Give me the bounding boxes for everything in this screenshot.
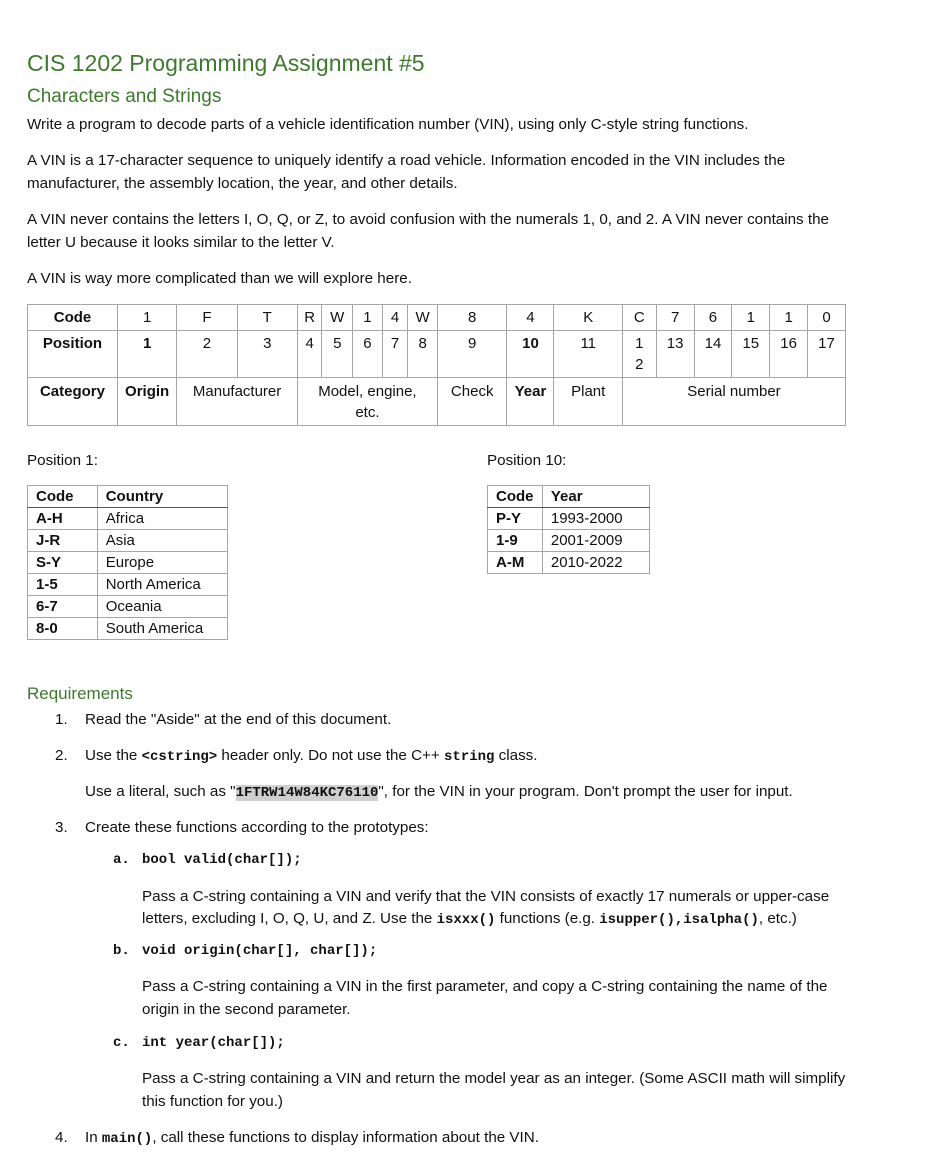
category-serial-number: Serial number xyxy=(622,378,845,426)
origin-code: A-H xyxy=(28,508,98,530)
origin-table xyxy=(27,485,228,640)
vin-table xyxy=(27,304,846,426)
req-2-number: 2. xyxy=(55,747,68,764)
vin-letters-line-2: letter U because it looks similar to the letter V. xyxy=(27,234,335,251)
vin-position-cell: 5 xyxy=(322,331,353,378)
vin-position-row xyxy=(28,331,846,378)
vin-letters-line-1: A VIN never contains the letters I, O, Q, or Z, to avoid confusion with the numerals 1, 0, and 2. A VIN never contains the xyxy=(27,211,829,228)
vin-code-row xyxy=(28,305,846,331)
origin-country: Europe xyxy=(97,552,227,574)
origin-code: 6-7 xyxy=(28,596,98,618)
year-range: 1993-2000 xyxy=(542,508,649,530)
vin-position-cell: 9 xyxy=(437,331,507,378)
year-header-year: Year xyxy=(542,486,649,508)
vin-description-line-2: manufacturer, the assembly location, the year, and other details. xyxy=(27,175,458,192)
vin-position-cell: 13 xyxy=(656,331,694,378)
table-row xyxy=(488,508,650,530)
code-label: Code xyxy=(28,305,118,331)
req-4-text xyxy=(85,1126,539,1151)
req-2-text xyxy=(85,744,538,769)
vin-position-cell: 2 xyxy=(177,331,237,378)
vin-code-cell: 4 xyxy=(507,305,554,331)
category-model xyxy=(297,378,437,426)
vin-code-cell: F xyxy=(177,305,237,331)
vin-position-cell: 16 xyxy=(770,331,808,378)
origin-header-country: Country xyxy=(97,486,227,508)
vin-position-cell: 17 xyxy=(808,331,846,378)
req-4-part: , call these functions to display information about the VIN. xyxy=(152,1129,539,1146)
func-a-label: a. xyxy=(113,852,130,868)
cstring-code: <cstring> xyxy=(141,749,218,765)
position-1-label: Position 1: xyxy=(27,452,98,469)
vin-code-cell: 4 xyxy=(382,305,408,331)
table-row xyxy=(28,552,228,574)
vin-code-cell: 7 xyxy=(656,305,694,331)
vin-complexity-note: A VIN is way more complicated than we will explore here. xyxy=(27,270,412,287)
origin-country: South America xyxy=(97,618,227,640)
category-origin: Origin xyxy=(117,378,176,426)
origin-country: Africa xyxy=(97,508,227,530)
position-label: Position xyxy=(28,331,118,378)
category-model-line-2: etc. xyxy=(355,404,380,421)
origin-code: 8-0 xyxy=(28,618,98,640)
string-code: string xyxy=(444,749,495,765)
vin-code-cell: R xyxy=(297,305,322,331)
isupper-isalpha-code: isupper(),isalpha() xyxy=(599,912,759,928)
main-code: main() xyxy=(101,1131,153,1147)
vin-code-cell: 8 xyxy=(437,305,507,331)
year-code: P-Y xyxy=(488,508,543,530)
req-2-literal-part: Use a literal, such as " xyxy=(85,783,236,800)
vin-code-cell: 1 xyxy=(732,305,770,331)
position-10-label: Position 10: xyxy=(487,452,567,469)
category-manufacturer: Manufacturer xyxy=(177,378,298,426)
intro-paragraph: Write a program to decode parts of a vehicle identification number (VIN), using only C-style string functions. xyxy=(27,116,749,133)
position-12-digit-1: 1 xyxy=(635,335,644,352)
vin-code-cell: T xyxy=(237,305,297,331)
origin-country: Oceania xyxy=(97,596,227,618)
vin-code-cell: 1 xyxy=(117,305,176,331)
table-row xyxy=(28,596,228,618)
vin-position-cell: 15 xyxy=(732,331,770,378)
origin-table-header xyxy=(28,486,228,508)
year-header-code: Code xyxy=(488,486,543,508)
category-label: Category xyxy=(28,378,118,426)
req-1-text: Read the "Aside" at the end of this document. xyxy=(85,711,392,728)
vin-position-cell xyxy=(622,331,656,378)
vin-position-cell: 7 xyxy=(382,331,408,378)
year-range: 2010-2022 xyxy=(542,552,649,574)
vin-position-cell: 14 xyxy=(694,331,732,378)
req-1-number: 1. xyxy=(55,711,68,728)
origin-code: S-Y xyxy=(28,552,98,574)
origin-header-code: Code xyxy=(28,486,98,508)
func-a-part: letters, excluding I, O, Q, U, and Z. Use the xyxy=(142,910,437,927)
isxxx-code: isxxx() xyxy=(436,912,496,928)
table-row xyxy=(488,552,650,574)
func-b-desc-line-2: origin in the second parameter. xyxy=(142,1001,351,1018)
origin-country: Asia xyxy=(97,530,227,552)
vin-position-cell: 3 xyxy=(237,331,297,378)
vin-position-cell: 8 xyxy=(408,331,438,378)
req-3-number: 3. xyxy=(55,819,68,836)
vin-code-cell: W xyxy=(322,305,353,331)
req-2-part: Use the xyxy=(85,747,142,764)
vin-code-cell: C xyxy=(622,305,656,331)
table-row xyxy=(28,508,228,530)
page-title: CIS 1202 Programming Assignment #5 xyxy=(27,50,425,76)
vin-description-line-1: A VIN is a 17-character sequence to uniquely identify a road vehicle. Information encoded in the VIN includes the xyxy=(27,152,786,169)
func-a-prototype: bool valid(char[]); xyxy=(142,852,302,868)
req-4-number: 4. xyxy=(55,1129,68,1146)
func-a-part: , etc.) xyxy=(758,910,797,927)
req-2-part: header only. Do not use the C++ xyxy=(217,747,445,764)
func-c-desc-line-1: Pass a C-string containing a VIN and return the model year as an integer. (Some ASCII math will simplify xyxy=(142,1070,846,1087)
func-a-desc-line-1: Pass a C-string containing a VIN and verify that the VIN consists of exactly 17 numerals or upper-case xyxy=(142,888,830,905)
func-c-label: c. xyxy=(113,1035,130,1051)
vin-position-cell: 11 xyxy=(554,331,623,378)
origin-code: 1-5 xyxy=(28,574,98,596)
table-row xyxy=(28,574,228,596)
func-c-prototype: int year(char[]); xyxy=(142,1035,285,1051)
table-row xyxy=(488,530,650,552)
req-2-literal-part: ", for the VIN in your program. Don't prompt the user for input. xyxy=(378,783,793,800)
func-b-label: b. xyxy=(113,943,130,959)
vin-position-cell: 1 xyxy=(117,331,176,378)
vin-position-cell: 10 xyxy=(507,331,554,378)
vin-code-cell: K xyxy=(554,305,623,331)
origin-country: North America xyxy=(97,574,227,596)
category-year: Year xyxy=(507,378,554,426)
vin-code-cell: 6 xyxy=(694,305,732,331)
req-2-literal-text xyxy=(85,780,793,805)
func-a-part: functions (e.g. xyxy=(495,910,600,927)
page-subtitle: Characters and Strings xyxy=(27,86,222,107)
vin-position-cell: 6 xyxy=(353,331,383,378)
vin-code-cell: 1 xyxy=(353,305,383,331)
req-2-part: class. xyxy=(494,747,538,764)
year-table xyxy=(487,485,650,574)
vin-category-row xyxy=(28,378,846,426)
table-row xyxy=(28,618,228,640)
req-4-part: In xyxy=(85,1129,102,1146)
vin-literal-code: 1FTRW14W84KC76110 xyxy=(235,785,379,801)
position-12-digit-2: 2 xyxy=(635,356,644,373)
func-c-desc-line-2: this function for you.) xyxy=(142,1093,283,1110)
table-row xyxy=(28,530,228,552)
category-model-line-1: Model, engine, xyxy=(318,383,417,400)
requirements-heading: Requirements xyxy=(27,684,133,703)
origin-code: J-R xyxy=(28,530,98,552)
category-plant: Plant xyxy=(554,378,623,426)
func-a-desc-line-2 xyxy=(142,907,797,932)
vin-position-cell: 4 xyxy=(297,331,322,378)
func-b-prototype: void origin(char[], char[]); xyxy=(142,943,378,959)
year-code: A-M xyxy=(488,552,543,574)
vin-code-cell: 0 xyxy=(808,305,846,331)
req-3-text: Create these functions according to the prototypes: xyxy=(85,819,429,836)
category-check: Check xyxy=(437,378,507,426)
year-table-header xyxy=(488,486,650,508)
func-b-desc-line-1: Pass a C-string containing a VIN in the first parameter, and copy a C-string containing the name of the xyxy=(142,978,828,995)
year-code: 1-9 xyxy=(488,530,543,552)
vin-code-cell: 1 xyxy=(770,305,808,331)
vin-code-cell: W xyxy=(408,305,438,331)
year-range: 2001-2009 xyxy=(542,530,649,552)
